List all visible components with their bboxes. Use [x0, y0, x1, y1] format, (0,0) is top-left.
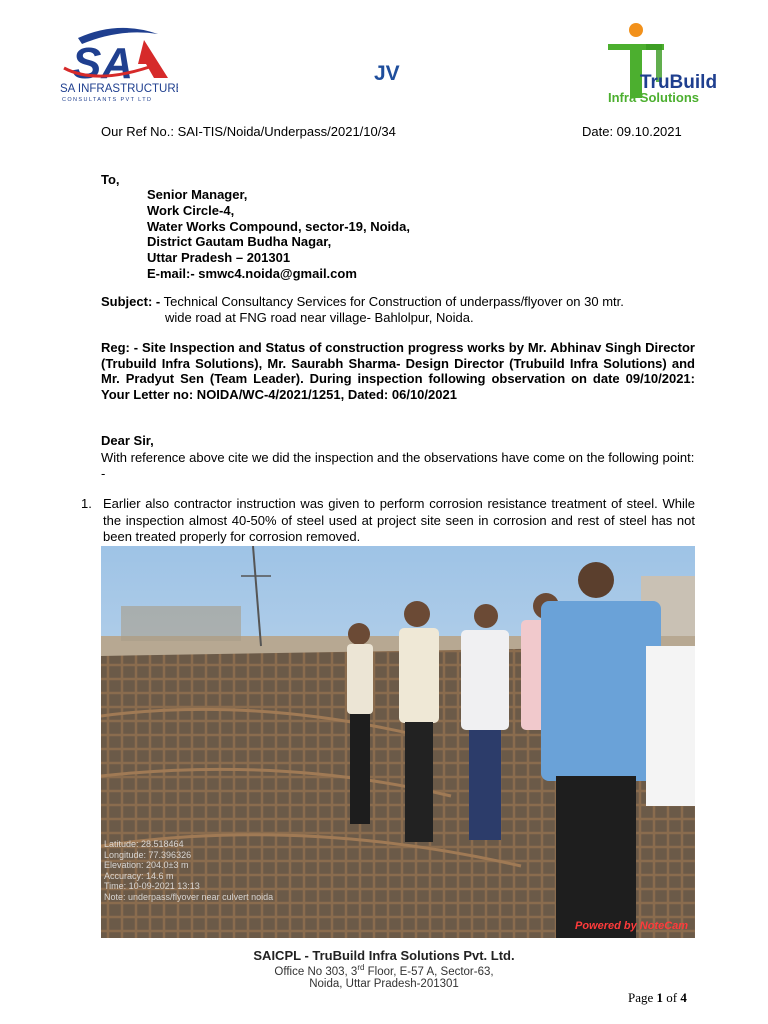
- stamp-line: Elevation: 204.0±3 m: [104, 860, 189, 871]
- point-number: 1.: [81, 496, 92, 511]
- stamp-line: Note: underpass/flyover near culvert noida: [104, 891, 274, 902]
- page-of: of: [663, 990, 681, 1005]
- page-current: 1: [656, 990, 664, 1005]
- point-text: Earlier also contractor instruction was given to perform corrosion resistance treatment of steel. While the inspection almost 40-50% of steel used at project site seen in corrosion and rest of steel has not been treated properly for corrosion removed.: [103, 496, 695, 544]
- footer-address-line-1: [0, 963, 768, 978]
- sa-logo-mark: SA: [72, 39, 134, 88]
- address-line: Work Circle-4,: [147, 202, 235, 218]
- footer-address-line-2: Noida, Uttar Pradesh-201301: [309, 978, 459, 990]
- stamp-line: Accuracy: 14.6 m: [104, 870, 174, 881]
- address-line: E-mail:- smwc4.noida@gmail.com: [147, 265, 357, 281]
- notecam-watermark: Powered by NoteCam: [575, 920, 689, 932]
- address-line: Uttar Pradesh – 201301: [147, 250, 291, 266]
- trubuild-logo-name: TruBuild: [640, 72, 718, 93]
- trubuild-logo-sub: Infra Solutions: [608, 90, 699, 105]
- footer-address-pre: Office No 303, 3: [274, 965, 358, 978]
- to-label: To,: [101, 172, 120, 187]
- stamp-line: Time: 10-09-2021 13:13: [104, 881, 200, 892]
- salutation: Dear Sir,: [101, 433, 154, 448]
- jv-label: JV: [374, 62, 400, 85]
- intro-paragraph: With reference above cite we did the inspection and the observations have come on the following point: -: [101, 450, 695, 481]
- page-number: [628, 990, 687, 1006]
- subject-label: Subject: -: [101, 294, 161, 309]
- address-line: Senior Manager,: [147, 187, 248, 202]
- subject-line-2: wide road at FNG road near village- Bahlolpur, Noida.: [165, 309, 474, 325]
- geo-stamp: [104, 839, 273, 903]
- page-label: Page: [628, 990, 657, 1005]
- footer-address-sup: rd: [357, 963, 365, 972]
- stamp-line: Latitude: 28.518464: [104, 839, 184, 849]
- sa-logo-text: SA INFRASTRUCTURE: [60, 83, 178, 95]
- sa-infrastructure-logo: [58, 20, 178, 106]
- address-line: District Gautam Budha Nagar,: [147, 234, 332, 250]
- trubuild-logo: [600, 20, 735, 106]
- letter-date: Date: 09.10.2021: [582, 124, 682, 139]
- footer-address-post: Floor, E-57 A, Sector-63,: [364, 965, 494, 978]
- footer-company: SAICPL - TruBuild Infra Solutions Pvt. Ltd.: [253, 948, 515, 963]
- regarding-paragraph: Reg: - Site Inspection and Status of construction progress works by Mr. Abhinav Singh Director (Trubuild Infra Solutions), Mr. Saurabh Sharma- Design Director (Trubuild Infra Solutions) and Mr. Pradyut Sen (Team Leader). During inspection following observation on date 09/10/2021: Your Letter no: NOIDA/WC-4/2021/1251, Dated: 06/10/2021: [101, 340, 695, 402]
- recipient-address: [147, 187, 410, 282]
- subject-line-1: Technical Consultancy Services for Construction of underpass/flyover on 30 mtr.: [160, 294, 624, 309]
- address-line: Water Works Compound, sector-19, Noida,: [147, 218, 410, 234]
- subject: [101, 294, 695, 325]
- reference-number: Our Ref No.: SAI-TIS/Noida/Underpass/2021/10/34: [101, 124, 396, 139]
- stamp-line: Longitude: 77.396326: [104, 849, 192, 860]
- page-total: 4: [680, 990, 687, 1005]
- sa-logo-subtext: CONSULTANTS PVT LTD: [62, 97, 153, 103]
